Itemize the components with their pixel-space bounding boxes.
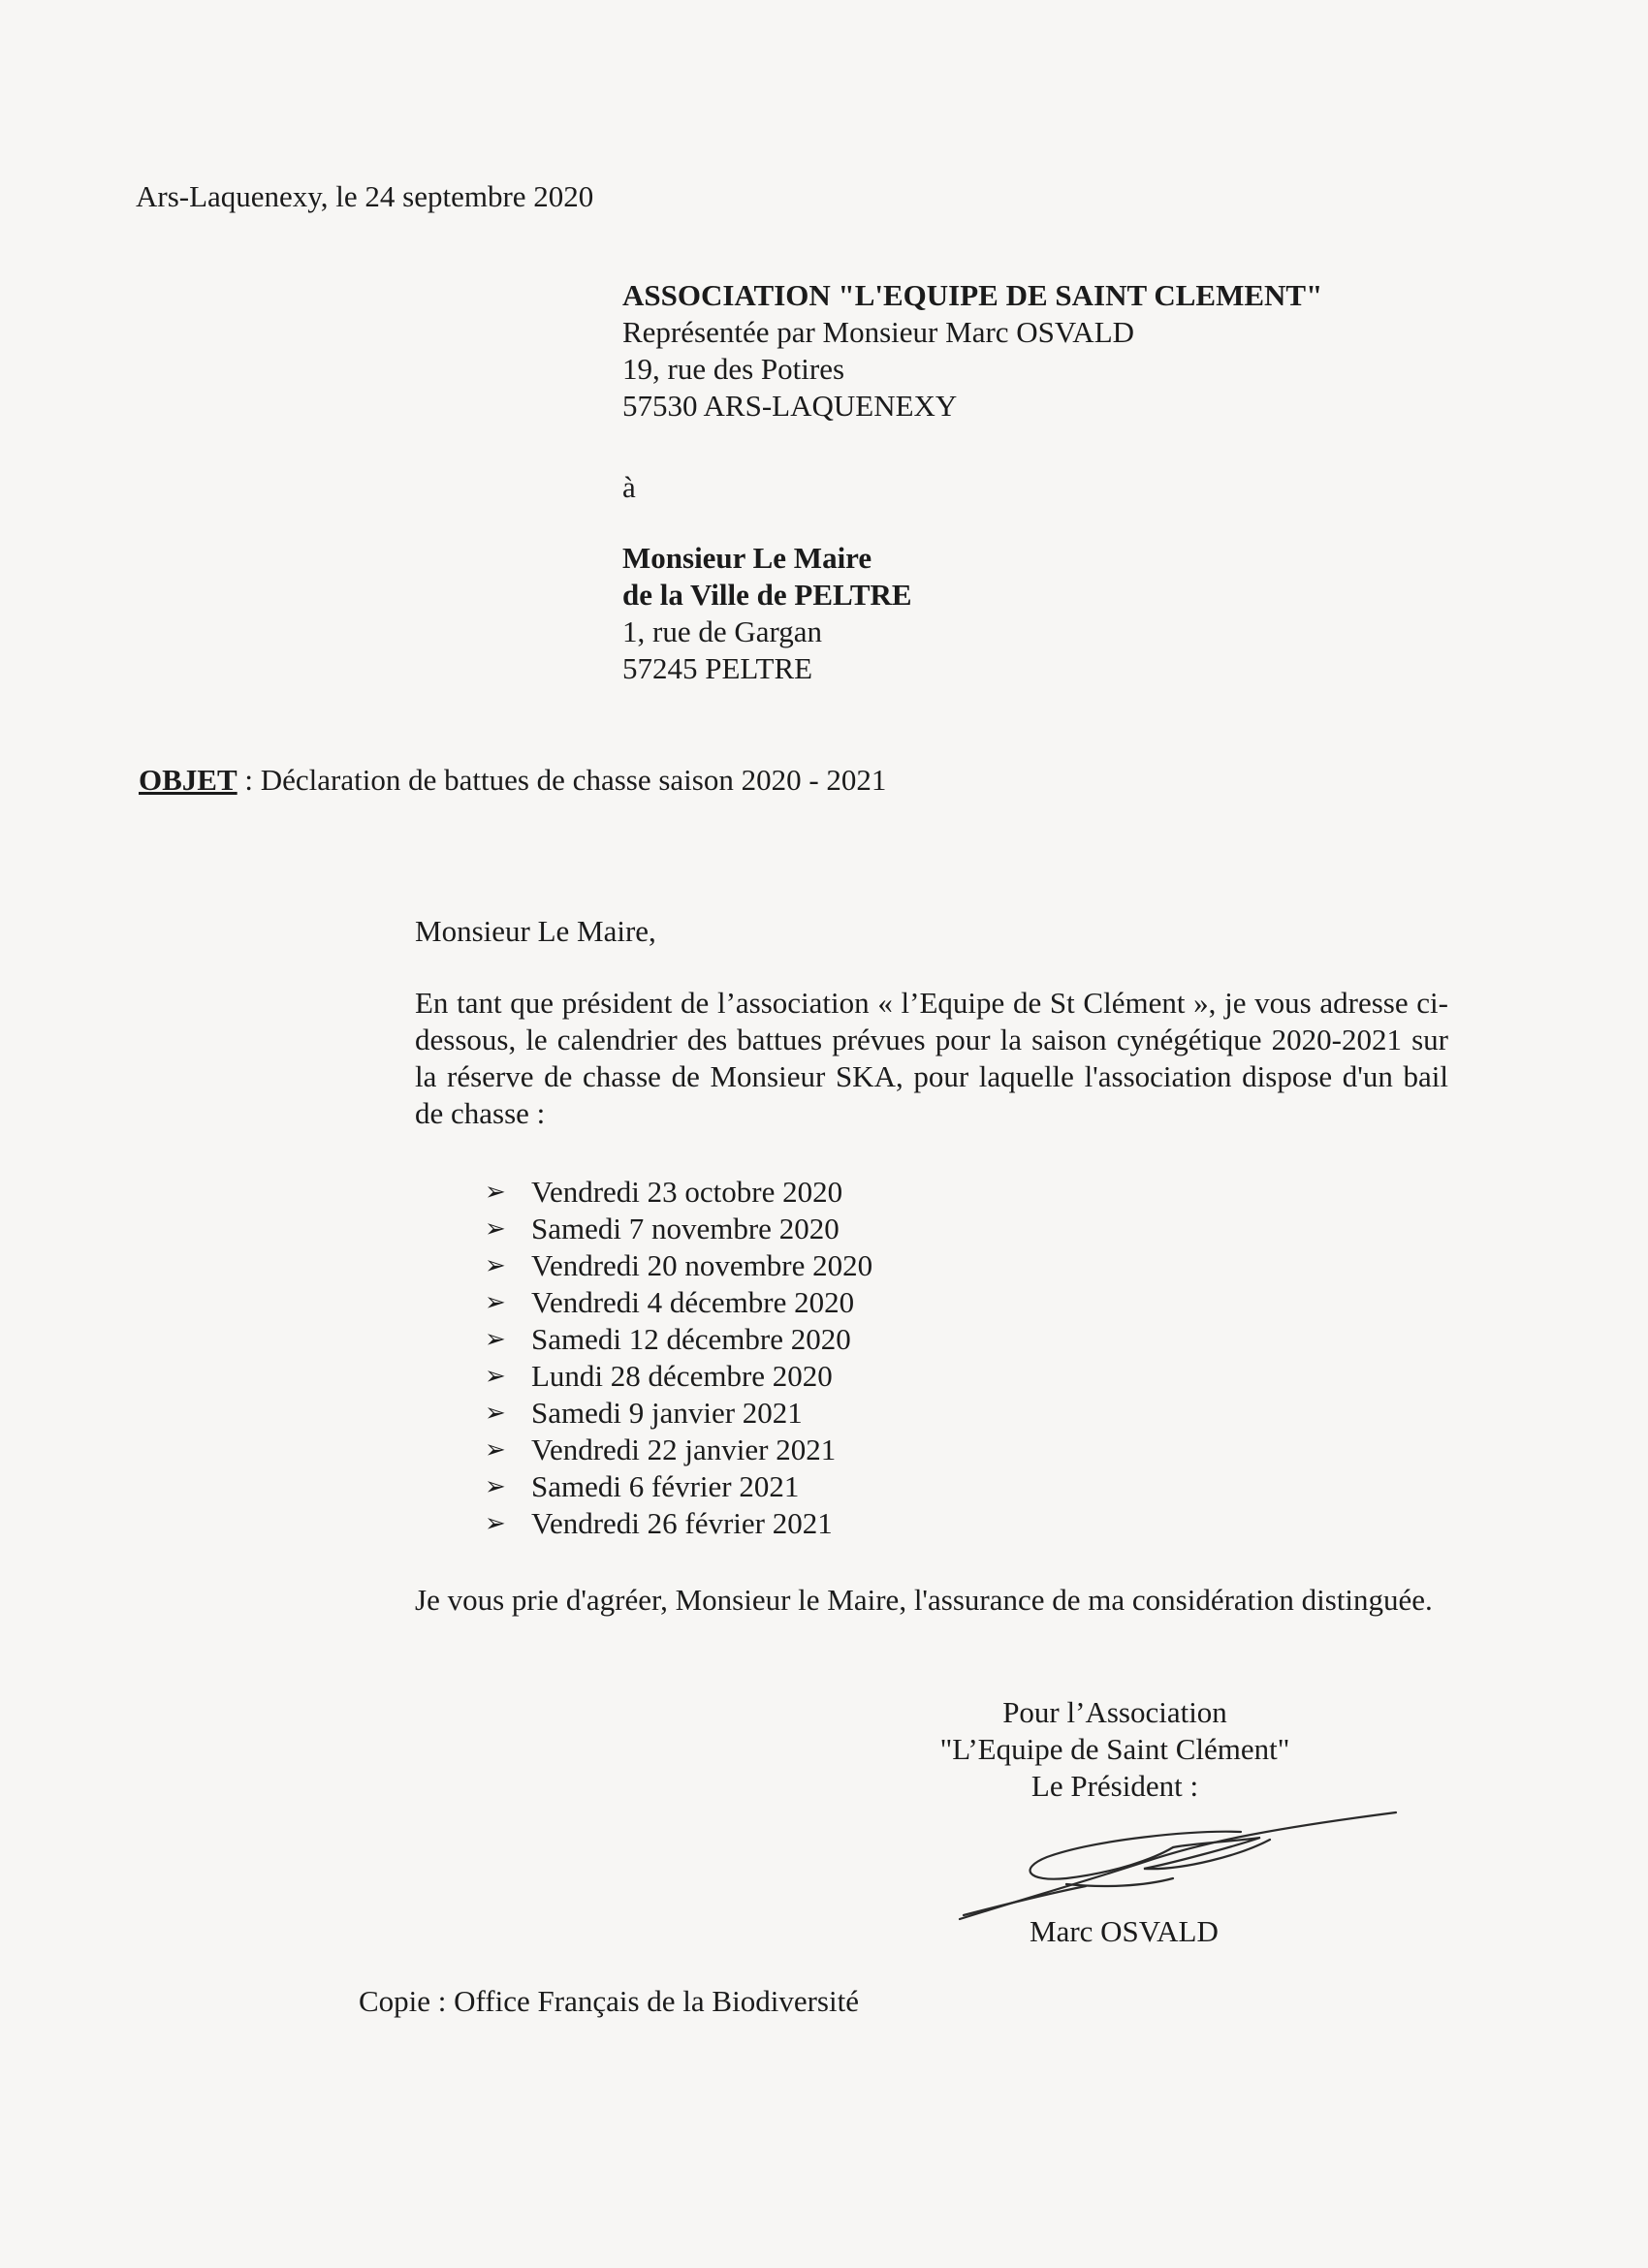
- hunt-date: Samedi 6 février 2021: [531, 1469, 800, 1503]
- list-item: [485, 1211, 872, 1247]
- arrow-bullet-icon: ➢: [485, 1362, 506, 1390]
- sender-address: [622, 277, 1322, 425]
- list-item: [485, 1505, 872, 1542]
- subject-text: : Déclaration de battues de chasse saison 2020 - 2021: [237, 763, 887, 797]
- sender-representative: Représentée par Monsieur Marc OSVALD: [622, 315, 1135, 349]
- recipient-line2: de la Ville de PELTRE: [622, 578, 912, 612]
- list-item: [485, 1174, 872, 1211]
- hunt-date: Vendredi 22 janvier 2021: [531, 1433, 837, 1466]
- signature-line1: Pour l’Association: [1002, 1695, 1227, 1729]
- salutation: Monsieur Le Maire,: [415, 914, 656, 948]
- arrow-bullet-icon: ➢: [485, 1472, 506, 1500]
- signer-name: Marc OSVALD: [1030, 1914, 1219, 1948]
- arrow-bullet-icon: ➢: [485, 1178, 506, 1206]
- signature-line3: Le Président :: [1030, 1769, 1199, 1803]
- hunt-date: Vendredi 4 décembre 2020: [531, 1285, 855, 1319]
- intro-paragraph: En tant que président de l’association « l’Equipe de St Clément », je vous adresse ci-dessous, le calendrier des battues prévues pour la saison cynégétique 2020-2021 sur la réserve de chasse de Monsieur SKA, pour laquelle l'association dispose d'un bail de chasse :: [415, 986, 1448, 1130]
- arrow-bullet-icon: ➢: [485, 1509, 506, 1537]
- subject-label: OBJET: [139, 763, 238, 797]
- recipient-city: 57245 PELTRE: [622, 651, 813, 685]
- list-item: [485, 1432, 872, 1468]
- arrow-bullet-icon: ➢: [485, 1325, 506, 1353]
- copy-recipient: Copie : Office Français de la Biodiversité: [359, 1984, 859, 2018]
- hunt-date: Lundi 28 décembre 2020: [531, 1359, 833, 1393]
- list-item: [485, 1284, 872, 1321]
- handwritten-signature: [950, 1801, 1406, 1927]
- recipient-line1: Monsieur Le Maire: [622, 541, 872, 575]
- hunt-date: Vendredi 23 octobre 2020: [531, 1175, 843, 1209]
- hunt-date: Samedi 9 janvier 2021: [531, 1396, 803, 1430]
- recipient-address: [622, 540, 912, 687]
- list-item: [485, 1468, 872, 1505]
- to-word: à: [622, 470, 636, 504]
- sender-city: 57530 ARS-LAQUENEXY: [622, 389, 958, 423]
- closing-paragraph: Je vous prie d'agréer, Monsieur le Maire, l'assurance de ma considération distinguée.: [415, 1583, 1433, 1617]
- hunt-date: Vendredi 26 février 2021: [531, 1506, 833, 1540]
- arrow-bullet-icon: ➢: [485, 1435, 506, 1464]
- subject-line: [139, 762, 886, 799]
- sender-name: ASSOCIATION "L'EQUIPE DE SAINT CLEMENT": [622, 278, 1323, 312]
- hunt-date: Samedi 12 décembre 2020: [531, 1322, 851, 1356]
- list-item: [485, 1395, 872, 1432]
- recipient-street: 1, rue de Gargan: [622, 614, 823, 648]
- signature-block: [872, 1694, 1357, 1805]
- list-item: [485, 1247, 872, 1284]
- list-item: [485, 1321, 872, 1358]
- arrow-bullet-icon: ➢: [485, 1288, 506, 1316]
- list-item: [485, 1358, 872, 1395]
- arrow-bullet-icon: ➢: [485, 1214, 506, 1243]
- hunt-date: Samedi 7 novembre 2020: [531, 1212, 840, 1245]
- hunt-dates-list: [485, 1174, 872, 1542]
- signature-line2: "L’Equipe de Saint Clément": [939, 1732, 1290, 1766]
- arrow-bullet-icon: ➢: [485, 1251, 506, 1279]
- sender-street: 19, rue des Potires: [622, 352, 845, 386]
- arrow-bullet-icon: ➢: [485, 1399, 506, 1427]
- place-and-date: Ars-Laquenexy, le 24 septembre 2020: [136, 179, 594, 213]
- hunt-date: Vendredi 20 novembre 2020: [531, 1248, 873, 1282]
